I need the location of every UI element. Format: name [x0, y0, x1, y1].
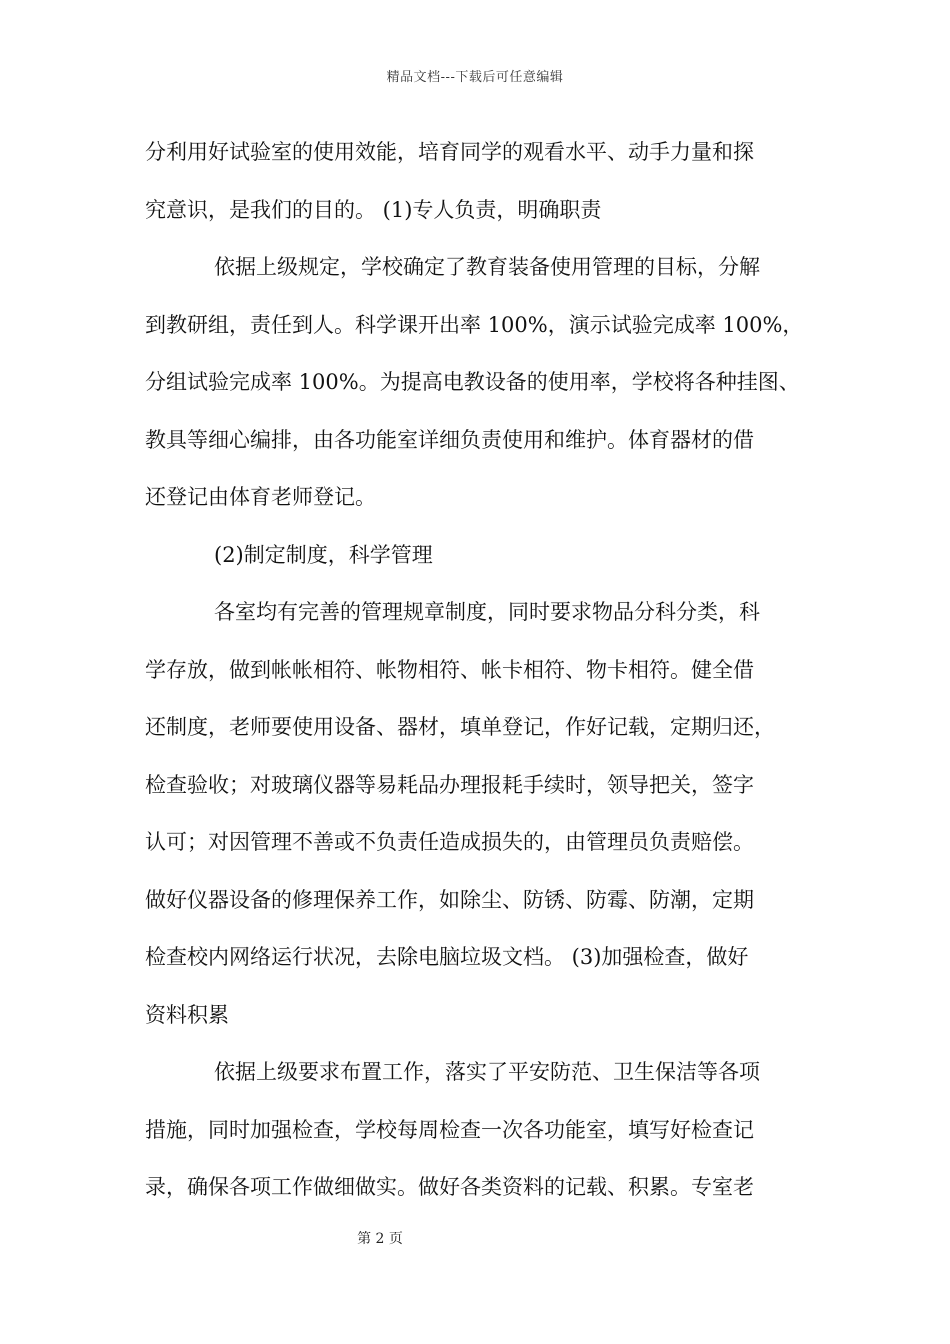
text-line: 究意识，是我们的目的。 (1)专人负责，明确职责	[145, 197, 602, 222]
text-line: 认可；对因管理不善或不负责任造成损失的，由管理员负责赔偿。	[145, 830, 754, 854]
text-line: 分组试验完成率 100%。为提高电教设备的使用率，学校将各种挂图、	[145, 370, 800, 394]
text-line: 依据上级规定，学校确定了教育装备使用管理的目标，分解	[214, 255, 760, 279]
text-line: 检查验收；对玻璃仪器等易耗品办理报耗手续时，领导把关，签字	[145, 772, 754, 797]
text-line: 依据上级要求布置工作，落实了平安防范、卫生保洁等各项	[214, 1060, 760, 1084]
text-line: 各室均有完善的管理规章制度，同时要求物品分科分类，科	[214, 600, 760, 624]
text-line: 到教研组，责任到人。科学课开出率 100%，演示试验完成率 100%，	[145, 312, 804, 337]
text-line: 检查校内网络运行状况，去除电脑垃圾文档。 (3)加强检查，做好	[145, 945, 749, 969]
text-line: 录，确保各项工作做细做实。做好各类资料的记载、积累。专室老	[145, 1175, 754, 1199]
text-line: 资料积累	[145, 1002, 229, 1027]
page-header: 精品文档---下载后可任意编辑	[386, 70, 564, 85]
page-number: 第 2 页	[357, 1231, 403, 1247]
text-line: 分利用好试验室的使用效能，培育同学的观看水平、动手力量和探	[145, 140, 754, 164]
document-body	[145, 128, 825, 1221]
text-line: 还制度，老师要使用设备、器材，填单登记，作好记载，定期归还，	[145, 715, 775, 739]
text-line: 做好仪器设备的修理保养工作，如除尘、防锈、防霉、防潮，定期	[145, 887, 754, 912]
text-line: 还登记由体育老师登记。	[145, 485, 376, 509]
text-line: (2)制定制度，科学管理	[214, 542, 433, 567]
text-line: 措施，同时加强检查，学校每周检查一次各功能室，填写好检查记	[145, 1117, 754, 1142]
text-line: 学存放，做到帐帐相符、帐物相符、帐卡相符、物卡相符。健全借	[145, 657, 754, 682]
text-line: 教具等细心编排，由各功能室详细负责使用和维护。体育器材的借	[145, 427, 754, 452]
